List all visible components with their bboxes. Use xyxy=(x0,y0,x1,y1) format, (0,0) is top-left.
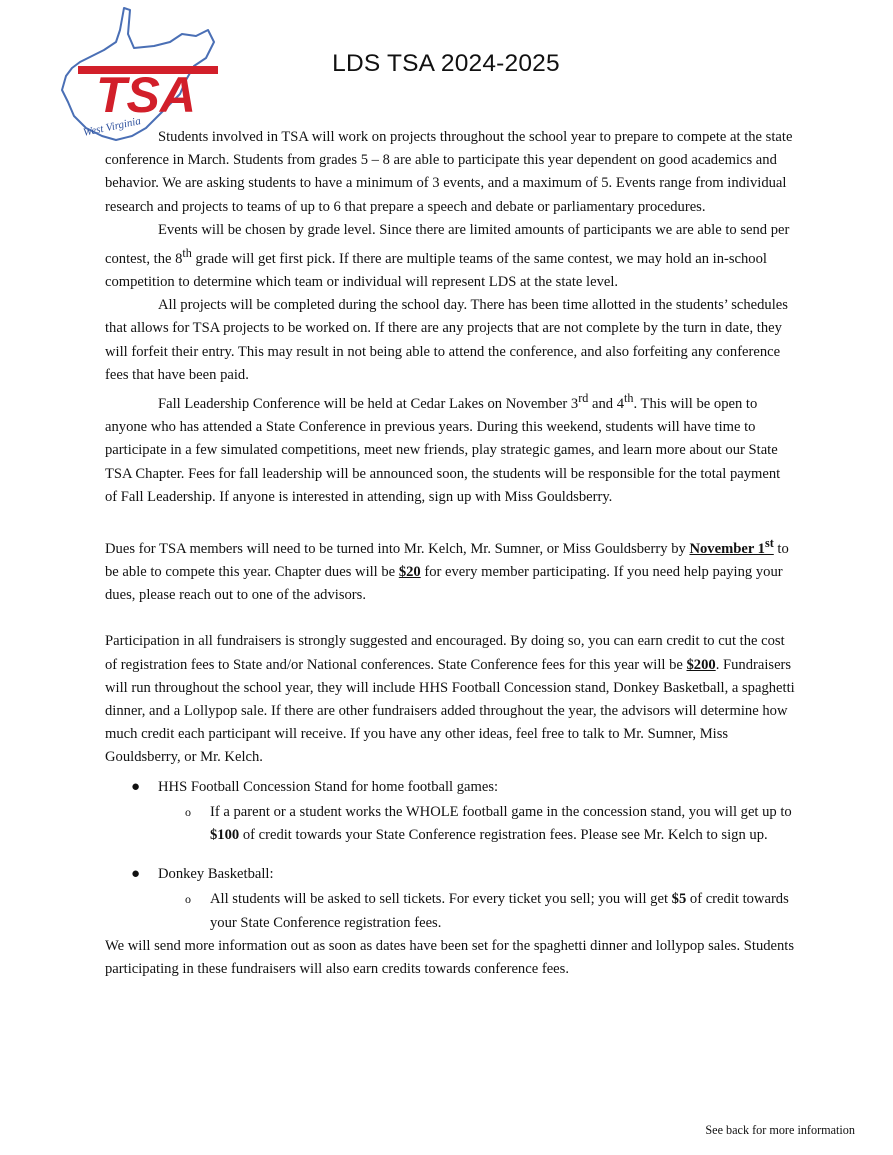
sub-list xyxy=(158,801,795,847)
paragraph-closing: We will send more information out as soon as dates have been set for the spaghetti dinner and lollypop sales. Students participating in these fundraisers will also earn credits towards conference fees. xyxy=(105,937,795,978)
document-body xyxy=(105,126,795,981)
text-run: Participation in all fundraisers is strongly suggested and encouraged. By doing so, you can earn credit to cut the cost of registration fees to State and/or National conferences. State Conference fees for this year will be xyxy=(105,633,785,673)
bullet-icon: ● xyxy=(131,866,141,883)
circle-bullet-icon: o xyxy=(185,892,191,907)
dues-amount: $20 xyxy=(398,564,421,581)
state-conference-fee: $200 xyxy=(686,656,716,673)
text-run: to be able to compete this year. Chapter dues will be xyxy=(105,540,789,581)
text-run: grade will get first pick. If there are multiple teams of the same contest, we may hold an in-school competition to determine which team or individual will represent LDS at the state level. xyxy=(105,250,767,291)
fundraiser-list xyxy=(105,776,795,935)
sub-list xyxy=(158,888,795,934)
text-run: Dues for TSA members will need to be turned into Mr. Kelch, Mr. Sumner, or Miss Gouldsberry by xyxy=(105,540,690,557)
paragraph-projects: All projects will be completed during the school day. There has been time allotted in the students’ schedules that allows for TSA projects to be worked on. If there are any projects that are not complete by the turn in date, they will forfeit their entry. This may result in not being able to attend the conference, and also forfeiting any conference fees that have been paid. xyxy=(105,297,788,383)
sub-list-item xyxy=(158,888,795,934)
paragraph-dues xyxy=(105,532,795,607)
text-run: . Fundraisers will run throughout the school year, they will include HHS Football Concession stand, Donkey Basketball, a spaghetti dinner, and a Lollypop sale. If there are other fundraisers added throughout the year, the advisors will determine how much credit each participant will receive. If you have any other ideas, feel free to talk to Mr. Sumner, Miss Gouldsberry, or Mr. Kelch. xyxy=(105,656,795,766)
spacer xyxy=(105,607,795,630)
list-item-label: Donkey Basketball: xyxy=(158,866,274,883)
text-run: of credit towards your State Conference registration fees. xyxy=(210,891,789,931)
paragraph-events xyxy=(105,219,795,294)
paragraph-fall-leadership xyxy=(105,387,795,509)
page-title: LDS TSA 2024-2025 xyxy=(332,50,560,77)
text-run: If a parent or a student works the WHOLE football game in the concession stand, you will get up to xyxy=(210,803,792,820)
sub-list-item xyxy=(158,801,795,847)
superscript: th xyxy=(624,391,634,406)
credit-amount: $100 xyxy=(210,827,240,844)
footer-note: See back for more information xyxy=(705,1123,855,1137)
tsa-west-virginia-logo xyxy=(58,6,218,142)
superscript: th xyxy=(182,246,192,261)
tsa-logo-text: TSA xyxy=(96,67,196,123)
list-item xyxy=(105,863,795,935)
text-run: of credit towards your State Conference registration fees. Please see Mr. Kelch to sign up. xyxy=(239,827,768,844)
text-run: for every member participating. If you need help paying your dues, please reach out to one of the advisors. xyxy=(105,564,783,604)
text-run: Fall Leadership Conference will be held at Cedar Lakes on November 3 xyxy=(158,395,579,412)
list-item xyxy=(105,776,795,848)
superscript: rd xyxy=(578,391,589,406)
circle-bullet-icon: o xyxy=(185,804,191,819)
text-run: All students will be asked to sell tickets. For every ticket you sell; you will get xyxy=(210,891,672,908)
tsa-brand-mark xyxy=(78,66,218,123)
superscript: st xyxy=(764,535,774,550)
list-item-label: HHS Football Concession Stand for home football games: xyxy=(158,778,499,795)
west-virginia-map-icon xyxy=(58,6,218,142)
credit-amount: $5 xyxy=(671,891,687,908)
spacer xyxy=(105,509,795,532)
paragraph-fundraisers xyxy=(105,630,795,769)
bullet-icon: ● xyxy=(131,778,141,795)
text-run: Events will be chosen by grade level. Since there are limited amounts of participants we are able to send per contest, the 8 xyxy=(105,221,790,267)
text-run: and 4 xyxy=(588,395,625,412)
paragraph-intro: Students involved in TSA will work on projects throughout the school year to prepare to compete at the state conference in March. Students from grades 5 – 8 are able to participate this year dependent on good academics and behavior. We are asking students to have a minimum of 3 events, and a maximum of 5. Events range from individual research and projects to teams of up to 6 that prepare a speech and debate or parliamentary procedures. xyxy=(105,129,793,215)
text-run: . This will be open to anyone who has attended a State Conference in previous years. During this weekend, students will have time to participate in a few simulated competitions, meet new friends, play strategic games, and learn more about our State TSA Chapter. Fees for fall leadership will be announced soon, the students will be responsible for the total payment of Fall Leadership. If anyone is interested in attending, sign up with Miss Gouldsberry. xyxy=(105,395,781,505)
dues-deadline: November 1st xyxy=(689,535,774,557)
west-virginia-logo-text: West Virginia xyxy=(82,115,142,139)
